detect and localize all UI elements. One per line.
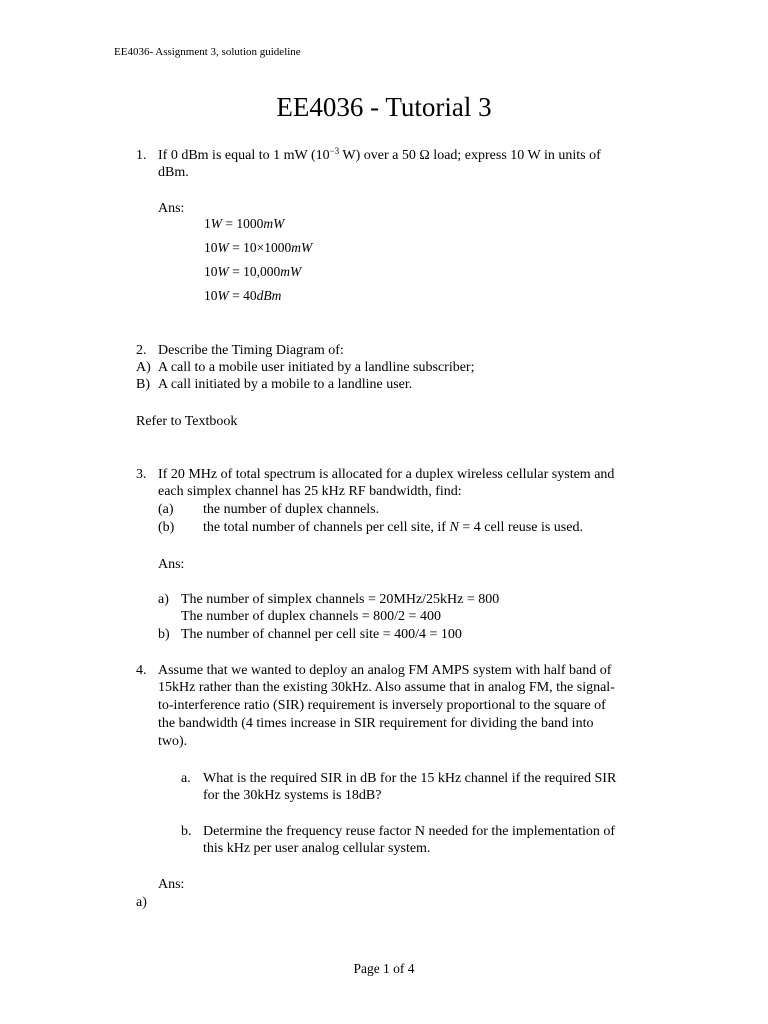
eq2-lhs-num: 10 [204,240,218,255]
q3-line1: If 20 MHz of total spectrum is allocated for a duplex wireless cellular system and [158,467,615,482]
q1-ans-label: Ans: [158,201,185,216]
q4-ans-a-label: a) [136,895,147,910]
q2-b-text: A call initiated by a mobile to a landline user. [158,377,413,392]
q4-a-line1: What is the required SIR in dB for the 15 kHz channel if the required SIR [203,771,617,786]
q4-ans-label: Ans: [158,877,185,892]
q4-b-line2: this kHz per user analog cellular system. [203,841,431,856]
q3-part-b-label: (b) [158,520,175,535]
q3-part-b-text [203,519,583,536]
eq2-rhs-num: = 10×1000 [228,240,292,255]
eq2-lhs-unit: W [217,240,229,255]
q4-b-label: b. [181,824,192,839]
eq3-lhs-unit: W [217,264,229,279]
q3-number: 3. [136,467,147,482]
q2-number: 2. [136,343,147,358]
q4-a-line2: for the 30kHz systems is 18dB? [203,788,382,803]
q3-ans-label: Ans: [158,557,185,572]
eq1-rhs-unit: mW [263,216,285,231]
running-header: EE4036- Assignment 3, solution guideline [114,46,301,58]
q3-part-b-end: = 4 cell reuse is used. [458,520,583,535]
eq1-lhs-num: 1 [204,216,211,231]
q2-refer: Refer to Textbook [136,414,238,429]
q1-equation-4 [204,288,281,304]
q1-equation-1 [204,216,284,232]
q3-ans-a-line2: The number of duplex channels = 800/2 = 400 [181,609,441,624]
q1-line1-start: If 0 dBm is equal to 1 mW (10 [158,148,330,163]
q4-line2: 15kHz rather than the existing 30kHz. Also assume that in analog FM, the signal- [158,680,615,695]
page-footer: Page 1 of 4 [353,961,415,976]
q3-ans-b-text: The number of channel per cell site = 400/4 = 100 [181,627,462,642]
q4-b-line1: Determine the frequency reuse factor N needed for the implementation of [203,824,616,839]
eq3-rhs-unit: mW [280,264,302,279]
q3-part-a-label: (a) [158,502,174,517]
q1-exponent: −3 [329,146,340,156]
q4-line4: the bandwidth (4 times increase in SIR requirement for dividing the band into [158,716,594,731]
q1-line2: dBm. [158,165,189,180]
q3-ans-a-label: a) [158,592,169,607]
q1-equation-3 [204,264,301,280]
eq4-rhs-unit: dBm [256,288,282,303]
q2-text: Describe the Timing Diagram of: [158,343,344,358]
q3-ans-b-label: b) [158,627,170,642]
q2-b-label: B) [136,377,150,392]
q1-number: 1. [136,148,147,163]
eq4-lhs-num: 10 [204,288,218,303]
q2-a-text: A call to a mobile user initiated by a landline subscriber; [158,360,475,375]
q1-line1 [158,147,601,164]
q3-line2: each simplex channel has 25 kHz RF bandwidth, find: [158,484,462,499]
q3-part-b-start: the total number of channels per cell site, if [203,520,450,535]
q4-line3: to-interference ratio (SIR) requirement is inversely proportional to the square of [158,698,606,713]
q3-part-a-text: the number of duplex channels. [203,502,380,517]
eq3-lhs-num: 10 [204,264,218,279]
eq2-rhs-unit: mW [291,240,313,255]
q4-number: 4. [136,663,147,678]
q1-equation-2 [204,240,312,256]
q3-ans-a-line1: The number of simplex channels = 20MHz/25kHz = 800 [181,592,500,607]
q4-line1: Assume that we wanted to deploy an analog FM AMPS system with half band of [158,663,612,678]
q3-part-b-var: N [449,520,459,535]
q2-a-label: A) [136,360,151,375]
eq4-lhs-unit: W [217,288,229,303]
eq4-rhs-num: = 40 [228,288,257,303]
eq1-rhs-num: = 1000 [222,216,264,231]
q4-a-label: a. [181,771,191,786]
page-title: EE4036 - Tutorial 3 [276,92,492,122]
q4-line5: two). [158,734,188,749]
eq3-rhs-num: = 10,000 [228,264,281,279]
q1-line1-end: W) over a 50 Ω load; express 10 W in units of [339,148,601,163]
eq1-lhs-unit: W [210,216,222,231]
